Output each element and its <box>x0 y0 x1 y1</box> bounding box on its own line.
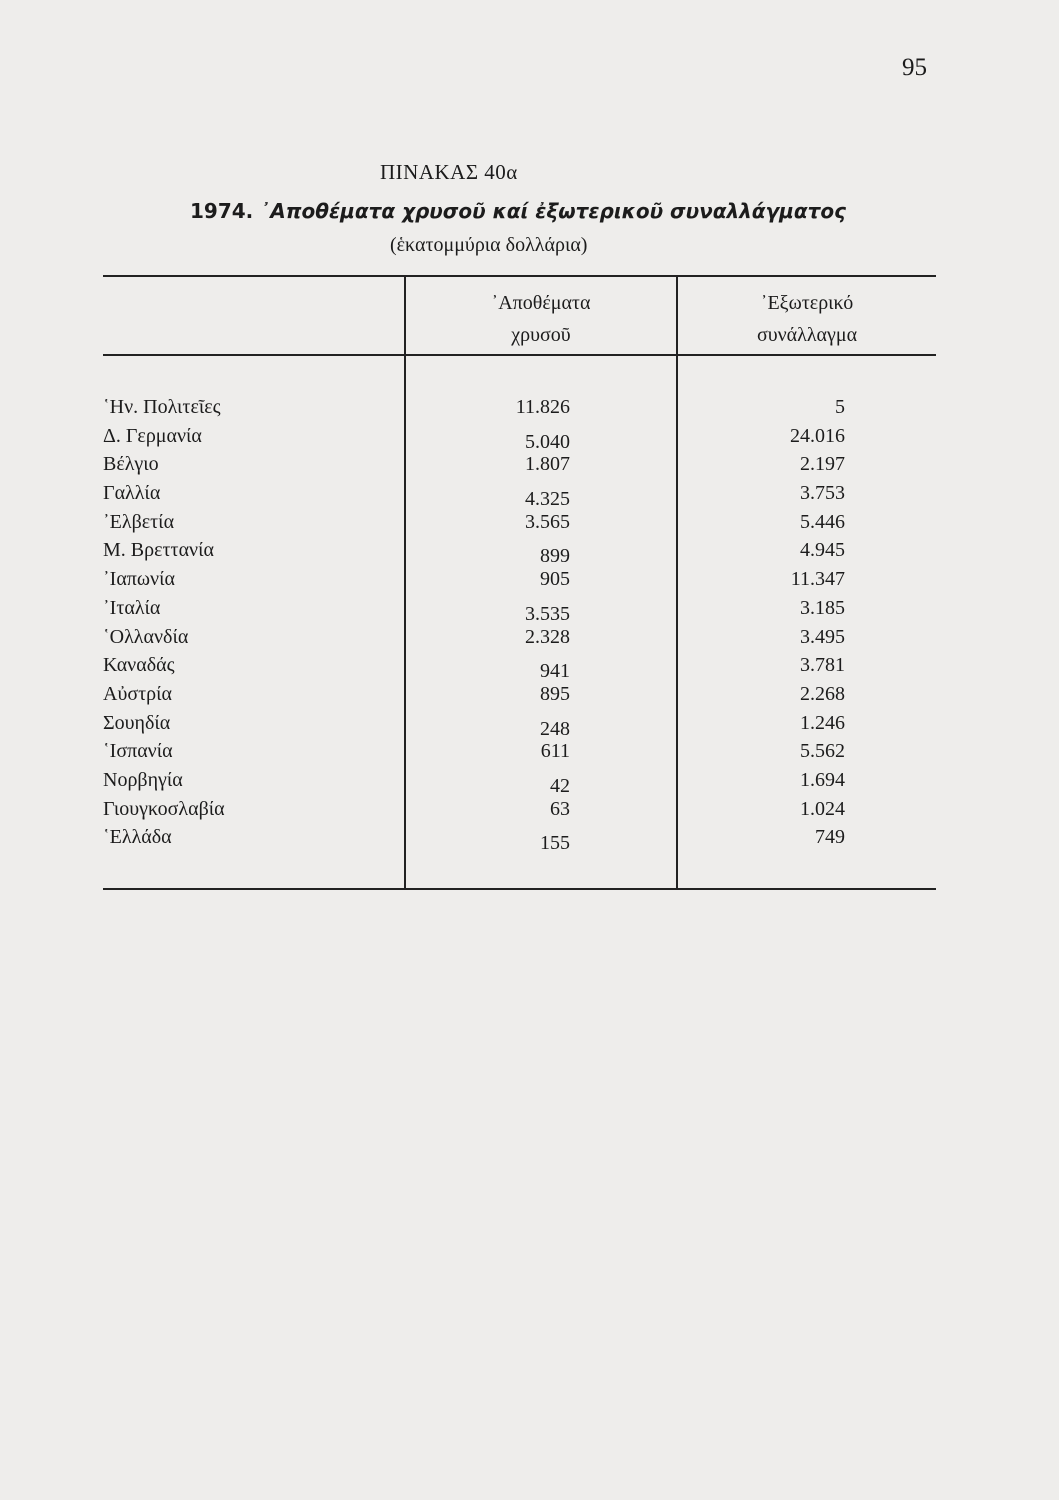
country-cell: Γιουγκοσλαβία <box>103 797 225 820</box>
header-gold-line1: ᾽Αποθέματα <box>491 292 591 314</box>
table-title-year: 1974. <box>190 199 254 223</box>
column-divider-2 <box>676 277 678 888</box>
fx-cell: 1.694 <box>800 768 845 791</box>
fx-cell: 3.495 <box>800 625 845 648</box>
country-cell: ῾Ελλάδα <box>103 826 172 849</box>
country-cell: Καναδάς <box>103 654 175 677</box>
table-title-text: ᾽Αποθέματα χρυσοῦ καί ἐξωτερικοῦ συναλλάγματος <box>260 199 846 223</box>
country-cell: ᾽Ελβετία <box>103 510 175 533</box>
page-number: 95 <box>902 54 927 81</box>
table-top-rule <box>103 275 936 277</box>
fx-cell: 3.753 <box>800 482 845 505</box>
gold-cell: 941 <box>540 660 570 683</box>
country-cell: ᾽Ιαπωνία <box>103 568 175 591</box>
fx-cell: 1.024 <box>800 797 845 820</box>
country-cell: ῾Ολλανδία <box>103 625 189 648</box>
table-header-rule <box>103 354 936 356</box>
country-cell: Βέλγιο <box>103 453 159 476</box>
gold-cell: 155 <box>540 832 570 855</box>
gold-cell: 895 <box>540 682 570 705</box>
country-cell: Μ. Βρεττανία <box>103 539 214 562</box>
header-fx-line2: συνάλλαγμα <box>756 324 858 346</box>
gold-cell: 42 <box>550 774 570 797</box>
header-gold-line2: χρυσοῦ <box>511 324 571 346</box>
fx-cell: 2.197 <box>800 453 845 476</box>
gold-cell: 3.565 <box>525 510 570 533</box>
header-gold-reserves <box>406 287 676 351</box>
gold-cell: 63 <box>550 797 570 820</box>
gold-cell: 248 <box>540 717 570 740</box>
gold-cell: 2.328 <box>525 625 570 648</box>
gold-cell: 4.325 <box>525 488 570 511</box>
country-cell: ᾽Ιταλία <box>103 596 161 619</box>
country-column <box>103 393 393 852</box>
gold-cell: 611 <box>540 740 570 763</box>
gold-cell: 11.826 <box>515 396 570 418</box>
fx-cell: 3.185 <box>800 596 845 619</box>
fx-cell: 24.016 <box>790 424 845 447</box>
table-units: (ἑκατομμύρια δολλάρια) <box>390 234 588 256</box>
fx-cell: 749 <box>815 826 845 849</box>
country-cell: Δ. Γερμανία <box>103 424 202 447</box>
fx-cell: 4.945 <box>800 539 845 562</box>
gold-cell: 899 <box>540 545 570 568</box>
fx-cell: 5 <box>835 396 845 418</box>
country-cell: ῾Ισπανία <box>103 740 173 763</box>
header-fx-line1: ᾽Εξωτερικό <box>760 292 854 314</box>
header-foreign-exchange <box>678 287 936 351</box>
country-cell: Νορβηγία <box>103 768 183 791</box>
fx-cell: 5.446 <box>800 510 845 533</box>
fx-cell: 11.347 <box>790 568 845 591</box>
table-bottom-rule <box>103 888 936 890</box>
country-cell: Αὐστρία <box>103 682 173 705</box>
table-caption: ΠΙΝΑΚΑΣ 40α <box>380 160 518 184</box>
fx-cell: 2.268 <box>800 682 845 705</box>
gold-cell: 5.040 <box>525 430 570 453</box>
gold-cell: 1.807 <box>525 453 570 476</box>
country-cell: Γαλλία <box>103 482 161 505</box>
gold-cell: 905 <box>540 568 570 591</box>
foreign-exchange-column <box>690 393 845 852</box>
fx-cell: 5.562 <box>800 740 845 763</box>
country-cell: ῾Ην. Πολιτεῖες <box>103 396 221 418</box>
table-title <box>190 199 846 223</box>
column-divider-1 <box>404 277 406 888</box>
fx-cell: 3.781 <box>800 654 845 677</box>
gold-cell: 3.535 <box>525 602 570 625</box>
gold-reserves-column <box>430 393 570 855</box>
country-cell: Σουηδία <box>103 711 171 734</box>
fx-cell: 1.246 <box>800 711 845 734</box>
